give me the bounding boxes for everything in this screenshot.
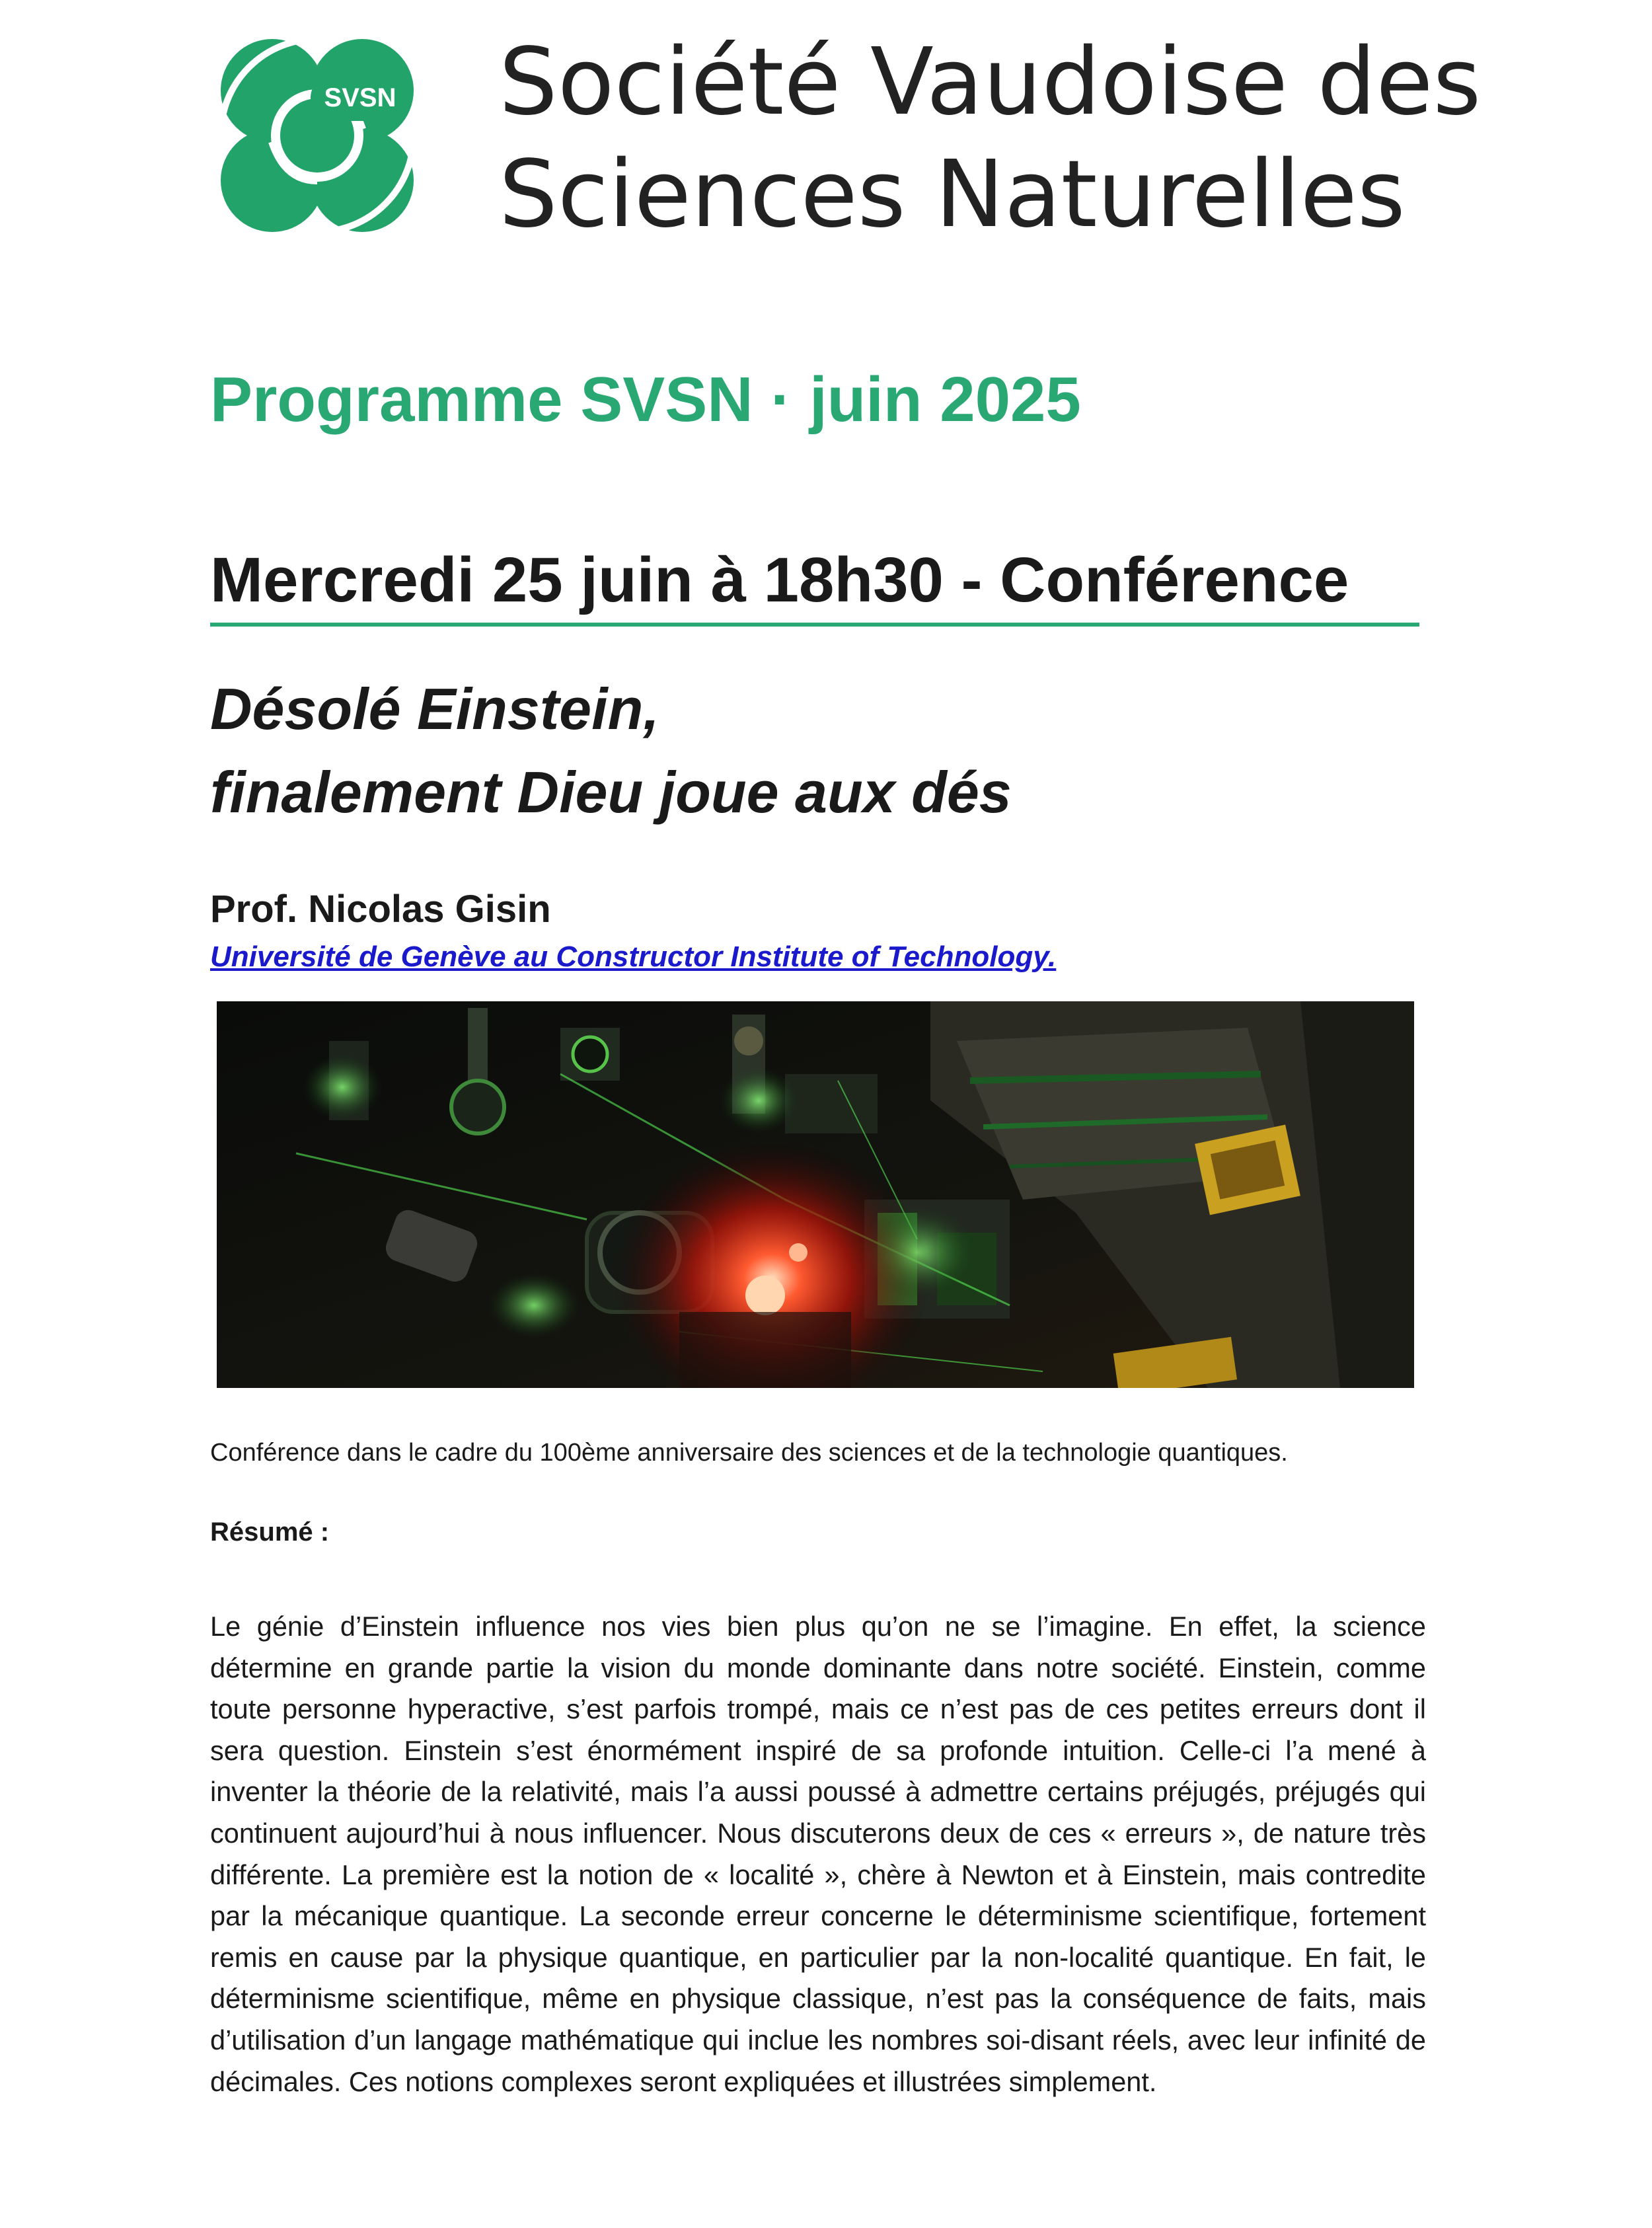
organization-name <box>499 26 1490 251</box>
resume-label: Résumé : <box>210 1517 330 1547</box>
svsn-logo-icon <box>218 36 416 235</box>
photo-caption: Conférence dans le cadre du 100ème anniversaire des sciences et de la technologie quantiques. <box>210 1439 1288 1467</box>
logo-text: SVSN <box>324 83 396 112</box>
talk-title-line1: Désolé Einstein, <box>210 676 659 742</box>
programme-title: Programme SVSN · juin 2025 <box>210 364 1081 435</box>
talk-title <box>210 668 1012 834</box>
abstract-text: Le génie d’Einstein influence nos vies bien plus qu’on ne se l’imagine. En effet, la science détermine en grande partie la vision du monde dominante dans notre société. Einstein, comme toute personne hyperactive, s’est parfois trompé, mais ce n’est pas de ces petites erreurs dont il sera question. Einstein s’est énormément inspiré de sa profonde intuition. Celle-ci l’a mené à inventer la théorie de la relativité, mais l’a aussi poussé à admettre certains préjugés, préjugés qui continuent aujourd’hui à nous influencer. Nous discuterons deux de ces « erreurs », de nature très différente. La première est la notion de « localité », chère à Newton et à Einstein, mais contredite par la mécanique quantique. La seconde erreur concerne le déterminisme scientifique, fortement remis en cause par la physique quantique, en particulier par la non-localité quantique. En fait, le déterminisme scientifique, même en physique classique, n’est pas la conséquence de faits, mais d’utilisation d’un langage mathématique qui inclue les nombres soi-disant réels, avec leur infinité de décimales. Ces notions complexes seront expliquées et illustrées simplement. <box>210 1611 1426 2097</box>
event-heading: Mercredi 25 juin à 18h30 - Conférence <box>210 545 1349 615</box>
org-name-line2: Sciences Naturelles <box>499 141 1406 249</box>
svsn-logo <box>218 36 416 235</box>
lab-photo <box>217 1001 1414 1388</box>
org-name-line1: Société Vaudoise des <box>499 28 1482 136</box>
lab-photo-image <box>217 1001 1414 1388</box>
heading-underline <box>210 623 1419 627</box>
speaker-name: Prof. Nicolas Gisin <box>210 888 551 931</box>
talk-title-line2: finalement Dieu joue aux dés <box>210 759 1012 825</box>
affiliation-link[interactable]: Université de Genève au Constructor Institute of Technology. <box>210 941 1057 973</box>
